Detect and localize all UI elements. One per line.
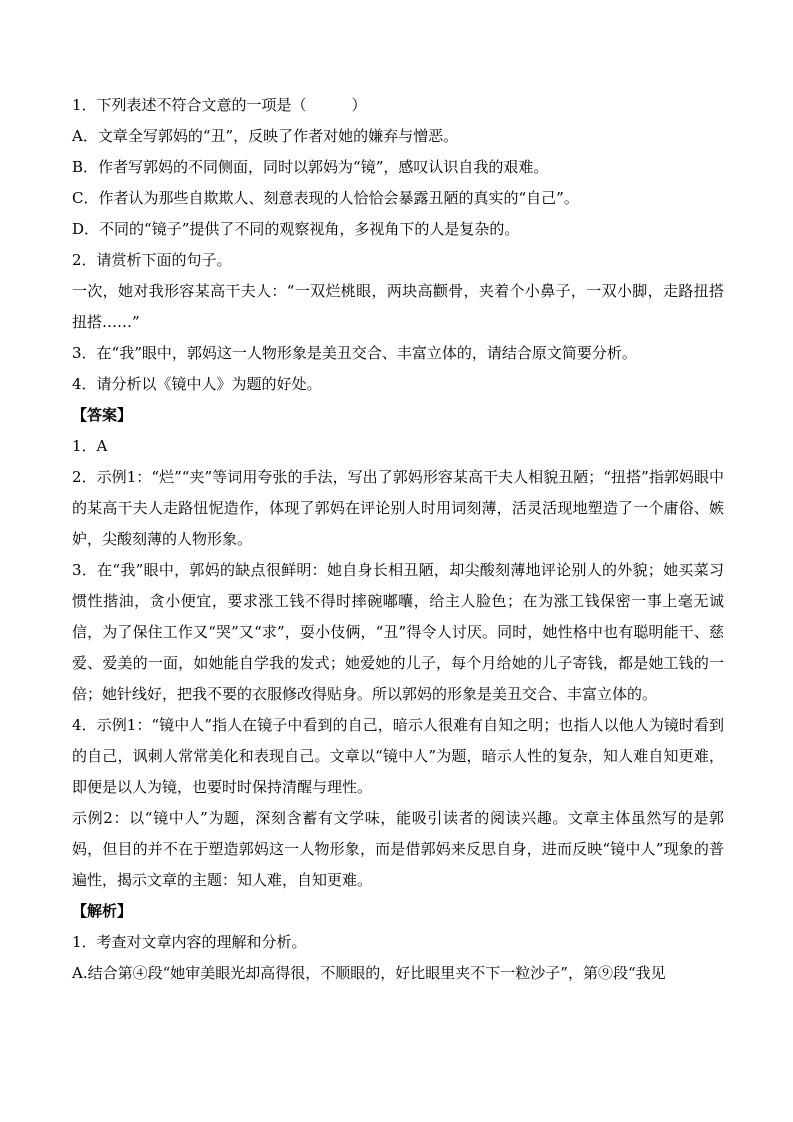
question-4: 4．请分析以《镜中人》为题的好处。 xyxy=(72,375,322,393)
answer-4-example-1: 4．示例1：“镜中人”指人在镜子中看到的自己，暗示人很难有自知之明；也指人以他人为镜时看到的自己，讽刺人常常美化和表现自己。文章以“镜中人”为题，暗示人性的复杂，知人难自知更难，即便是以人为镜，也要时时保持清醒与理性。 xyxy=(72,716,724,796)
option-c: C．作者认为那些自欺欺人、刻意表现的人恰恰会暴露丑陋的真实的“自己”。 xyxy=(72,189,579,207)
document-page xyxy=(72,90,724,989)
answer-3: 3．在“我”眼中，郭妈的缺点很鲜明：她自身长相丑陋，却尖酸刻薄地评论别人的外貌；她买菜习惯性揩油，贪小便宜，要求涨工钱不得时摔碗嘟囔，给主人脸色；在为涨工钱保密一事上毫无诚信，为了保住工作又“哭”又“求”，耍小伎俩，“丑”得令人讨厌。同时，她性格中也有聪明能干、慈爱、爱美的一面，如她能自学我的发式；她爱她的儿子，每个月给她的儿子寄钱，都是她工钱的一倍；她针线好，把我不要的衣服修改得贴身。所以郭妈的形象是美丑交合、丰富立体的。 xyxy=(72,561,724,703)
analysis-heading: 【解析】 xyxy=(72,902,133,920)
answer-heading: 【答案】 xyxy=(72,406,133,424)
question-1: 1．下列表述不符合文意的一项是（ ） xyxy=(72,96,367,114)
option-a: A．文章全写郭妈的“丑”，反映了作者对她的嫌弃与憎恶。 xyxy=(72,127,459,145)
analysis-1: 1．考查对文章内容的理解和分析。 xyxy=(72,933,307,951)
answer-1: 1．A xyxy=(72,437,108,455)
option-b: B．作者写郭妈的不同侧面，同时以郭妈为“镜”，感叹认识自我的艰难。 xyxy=(72,158,549,176)
question-3: 3．在“我”眼中，郭妈这一人物形象是美丑交合、丰富立体的，请结合原文简要分析。 xyxy=(72,344,637,362)
question-2: 2．请赏析下面的句子。 xyxy=(72,251,232,269)
answer-2: 2．示例1：“烂”“夹”等词用夸张的手法，写出了郭妈形容某高干夫人相貌丑陋；“扭搭”指郭妈眼中的某高干夫人走路忸怩造作，体现了郭妈在评论别人时用词刻薄，活灵活现地塑造了一个庸俗、嫉妒，尖酸刻薄的人物形象。 xyxy=(72,468,724,548)
question-2-quote: 一次，她对我形容某高干夫人：“一双烂桃眼，两块高颧骨，夹着个小鼻子，一双小脚，走路扭搭扭搭……” xyxy=(72,282,724,331)
option-d: D．不同的“镜子”提供了不同的观察视角，多视角下的人是复杂的。 xyxy=(72,220,520,238)
analysis-1a: A.结合第④段“她审美眼光却高得很，不顺眼的，好比眼里夹不下一粒沙子”，第⑨段“我见 xyxy=(72,964,666,982)
answer-4-example-2: 示例2：以“镜中人”为题，深刻含蓄有文学味，能吸引读者的阅读兴趣。文章主体虽然写的是郭妈，但目的并不在于塑造郭妈这一人物形象，而是借郭妈来反思自身，进而反映“镜中人”现象的普遍性，揭示文章的主题：知人难，自知更难。 xyxy=(72,809,724,889)
